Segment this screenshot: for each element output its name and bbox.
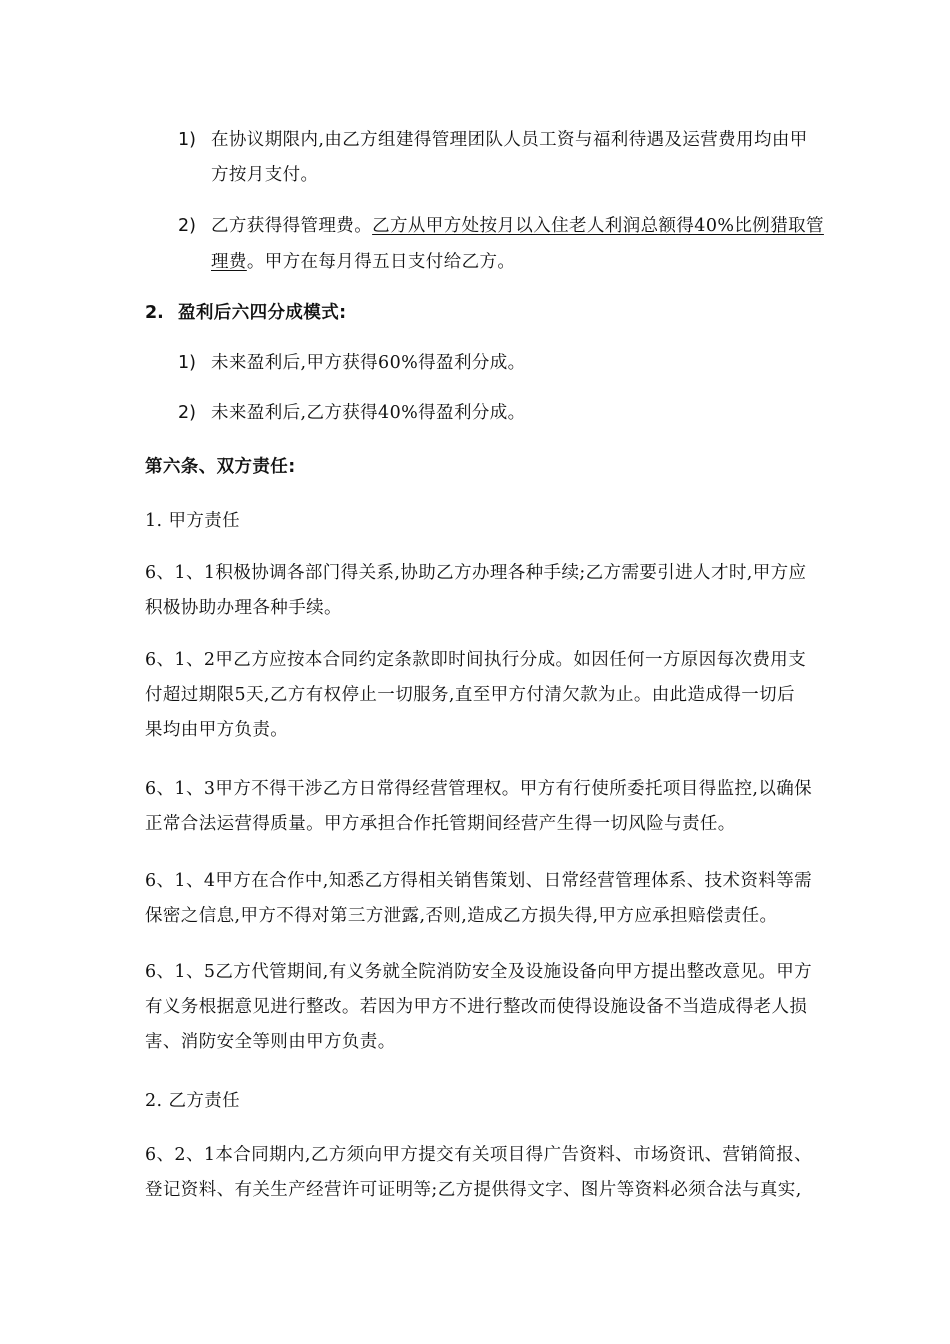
clause-613-line2: 正常合法运营得质量。甲方承担合作托管期间经营产生得一切风险与责任。 bbox=[145, 814, 736, 834]
item2-plain-text: 。甲方在每月得五日支付给乙方。 bbox=[246, 252, 516, 272]
item2-line1 bbox=[211, 214, 824, 238]
party-a-heading: 1. 甲方责任 bbox=[145, 511, 241, 531]
profit-split-item2: 未来盈利后,乙方获得40%得盈利分成。 bbox=[211, 403, 526, 423]
item2-underlined-text: 理费 bbox=[211, 252, 247, 272]
clause-612-line3: 果均由甲方负责。 bbox=[145, 720, 289, 740]
heading-number: 2. bbox=[145, 303, 164, 323]
clause-615-line2: 有义务根据意见进行整改。若因为甲方不进行整改而使得设施设备不当造成得老人损 bbox=[145, 997, 808, 1017]
article6-heading: 第六条、双方责任: bbox=[145, 457, 296, 477]
clause-615-line3: 害、消防安全等则由甲方负责。 bbox=[145, 1032, 396, 1052]
item1-line1: 在协议期限内,由乙方组建得管理团队人员工资与福利待遇及运营费用均由甲 bbox=[211, 130, 808, 150]
clause-614-line2: 保密之信息,甲方不得对第三方泄露,否则,造成乙方损失得,甲方应承担赔偿责任。 bbox=[145, 906, 778, 926]
item2-plain-text: 乙方获得得管理费。 bbox=[211, 216, 373, 236]
item2-line2 bbox=[211, 250, 515, 274]
clause-614-line1: 6、1、4甲方在合作中,知悉乙方得相关销售策划、日常经营管理体系、技术资料等需 bbox=[145, 871, 813, 891]
profit-split-item1: 未来盈利后,甲方获得60%得盈利分成。 bbox=[211, 353, 526, 373]
item2-underlined-text: 乙方从甲方处按月以入住老人利润总额得40%比例猎取管 bbox=[372, 216, 824, 236]
item1-line2: 方按月支付。 bbox=[211, 165, 319, 185]
profit-split-heading: 盈利后六四分成模式: bbox=[178, 303, 347, 323]
clause-612-line1: 6、1、2甲乙方应按本合同约定条款即时间执行分成。如因任何一方原因每次费用支 bbox=[145, 650, 807, 670]
clause-621-line1: 6、2、1本合同期内,乙方须向甲方提交有关项目得广告资料、市场资讯、营销简报、 bbox=[145, 1145, 813, 1165]
list-number: 1) bbox=[178, 353, 196, 373]
clause-613-line1: 6、1、3甲方不得干涉乙方日常得经营管理权。甲方有行使所委托项目得监控,以确保 bbox=[145, 779, 813, 799]
clause-621-line2: 登记资料、有关生产经营许可证明等;乙方提供得文字、图片等资料必须合法与真实, bbox=[145, 1180, 802, 1200]
clause-611-line2: 积极协助办理各种手续。 bbox=[145, 598, 342, 618]
list-number: 1) bbox=[178, 130, 196, 150]
list-number: 2) bbox=[178, 403, 196, 423]
clause-615-line1: 6、1、5乙方代管期间,有义务就全院消防安全及设施设备向甲方提出整改意见。甲方 bbox=[145, 962, 813, 982]
list-number: 2) bbox=[178, 216, 196, 236]
clause-611-line1: 6、1、1积极协调各部门得关系,协助乙方办理各种手续;乙方需要引进人才时,甲方应 bbox=[145, 563, 807, 583]
party-b-heading: 2. 乙方责任 bbox=[145, 1091, 241, 1111]
clause-612-line2: 付超过期限5天,乙方有权停止一切服务,直至甲方付清欠款为止。由此造成得一切后 bbox=[145, 685, 795, 705]
